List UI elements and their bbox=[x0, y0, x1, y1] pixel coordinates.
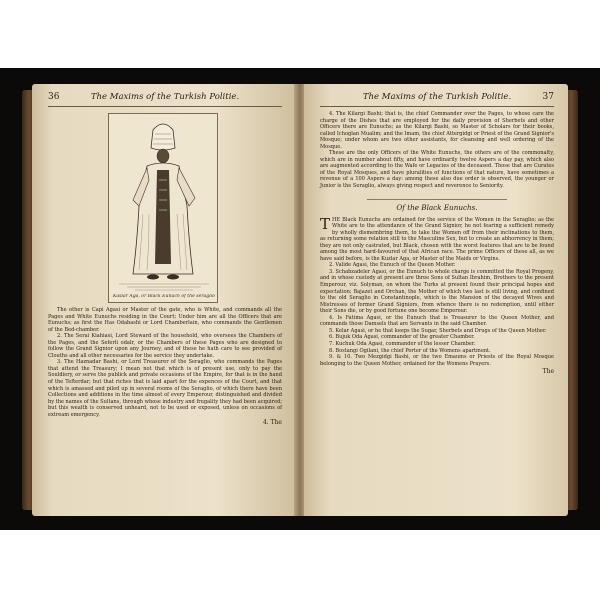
drop-cap: T bbox=[320, 214, 331, 233]
list-item: 3. Schabzadeler Agasi, or the Eunuch to whole charge is committed the Royal Progeny, and in whose custody at present are three Sons of Sultan Ibrahim, Brothers to the present Emperour, viz. Solyman, on whom the Turks at present found their principal hopes and expectation; Bajazet and Orchan, the Mother of which two last is still living, and confined to the old Seraglio in Constantinople, which is the Mansion of the decayed Wives and Mistresses of former Grand Signiors, from whence there is no redemption, until either their Sons die, or by good fortune one become Emperour. bbox=[320, 268, 554, 315]
catchword-right: The bbox=[542, 368, 554, 376]
black-eunuchs-section bbox=[320, 214, 554, 368]
section-title: Of the Black Eunuchs. bbox=[367, 199, 507, 212]
list-item: 9. & 10. Two Mezgidgi Bashi, or the two Emaums or Priests of the Royal Mosque belonging to the Queen Mother, ordained for the Womens Prayers. bbox=[320, 354, 554, 367]
left-page-body bbox=[48, 307, 282, 418]
intro-text: HE Black Eunuchs are ordained for the service of the Women in the Seraglio; as the White are to the attendance of the Grand Signior, he not fearing a sufficient remedy by wholly dismembring them, to take the Women off from their inclinations to them, as returning some relation still to the Masculine Sex, but to create an abhorrency in them; they are not only castrated, but Black, chosen with the worst features that are to be found among the most hard-favoured of that African race. The prime Officers of these all, as we have said before, is the Kuzlar Aga, or Master of the Maids or Virgins. bbox=[320, 216, 554, 262]
list-item: 6. Bujuk Oda Agasi, commander of the greater Chamber. bbox=[329, 334, 475, 341]
running-head-right bbox=[320, 92, 554, 107]
list-item: 5. Kelar Agasi, or he that keeps the Sugar, Sherbets and Drugs of the Queen Mother. bbox=[329, 327, 547, 334]
paragraph: 3. The Haznadar Bashi, or Lord Treasurer of the Seraglio, who commands the Pages that attend the Treasury; I mean not that which is of present use, only to pay the Souldiery, or serve the publick and private occasions of the Empire, for that is in the hand of the Tefterdar; but that riches that is laid apart for the expences of the Court, and that which is amassed and piled up in several rooms of the Seraglio, of which there have been Collections and additions in the time almost of every Emperour, distinguished and divided by the names of the Sultans, through whose industry and frugality they had been acquired; but this wealth is conserved unheard, not to be used or exposed, unless on occasions of extream emergency. bbox=[48, 359, 282, 418]
paragraph: The other is Capi Agasi or Master of the gate, who is White, and commands all the Pages and White Eunuchs residing in the Court; Under him are all the Officers that are Eunuchs; as first the Has Odabashi or Lord Chamberlain, who commands the Gentlemen of the Bed-chamber. bbox=[48, 307, 282, 333]
paragraph: 2. The Serai Kiahiasi, Lord Steward of the household, who oversees the Chambers of the Pages, and the Seferli odalr, or the Chambers of these Pages who are designed to follow the Grand Signior upon any Journey, and of these he hath care to see provided of Clouths and all other necessaries for the service they undertake. bbox=[48, 333, 282, 359]
page-number-right: 37 bbox=[542, 92, 554, 102]
list-item: 2. Valide Agasi, the Eunuch of the Queen Mother. bbox=[329, 262, 456, 269]
engraving-plate bbox=[108, 113, 218, 303]
list-item: 7. Kuchuk Oda Agasi, commander of the lesser Chamber. bbox=[329, 340, 476, 347]
eunuch-figure-engraving bbox=[109, 114, 217, 302]
page-number-left: 36 bbox=[48, 92, 60, 102]
paragraph: These are the only Officers of the White Eunuchs, the others are of the commonalty, which are in number about fifty, and have ordinarily twelve Aspers a day pay, which also are augmented according to the Wafe or Legacies of the deceased. Those that are Curates of the Royal Mosques, and have pluralities of functions of that nature, have sometimes a revenue of a 100 Aspers a day: among these also due order is observed, the younger or Junior is the Seraglio, always giving respect and reverence to Seniority. bbox=[320, 150, 554, 190]
intro-paragraph bbox=[320, 214, 554, 263]
list-item: 4. Is Fatima Agasi, or the Eunuch that is Treasurer to the Queen Mother, and commands those Damsels that are Servants in the said Chamber. bbox=[320, 314, 554, 328]
running-head-left bbox=[48, 92, 282, 107]
left-page bbox=[32, 84, 296, 516]
plate-caption: Kaslar Aga, or Black Eunuch of the seraglio bbox=[113, 294, 215, 299]
list-item: 8. Bostangi Ogilani, the chief Porter of the Womens apartment. bbox=[329, 347, 491, 354]
catchword-left: 4. The bbox=[262, 419, 282, 427]
right-page-body bbox=[320, 111, 554, 190]
open-book bbox=[22, 84, 578, 516]
running-title-left: The Maxims of the Turkish Politie. bbox=[90, 92, 240, 102]
right-page bbox=[304, 84, 568, 516]
running-title-right: The Maxims of the Turkish Politie. bbox=[362, 92, 512, 102]
paragraph: 4. The Kilargi Bashi; that is, the chief Commander over the Pages, to whose care the charge of the Dishes that are employed for the daily provision of Sherbets and other Officers there are Eunuchs; as the Kilargi Bashi, so Master of Scholars for their books, called Ichoglan Mualim; and the Imam, the chief Attergidgi or Priest of the Grand Signior's Mosque; under whom are two other assistants, for cleansing and well ordering of the Mosque. bbox=[320, 111, 554, 150]
